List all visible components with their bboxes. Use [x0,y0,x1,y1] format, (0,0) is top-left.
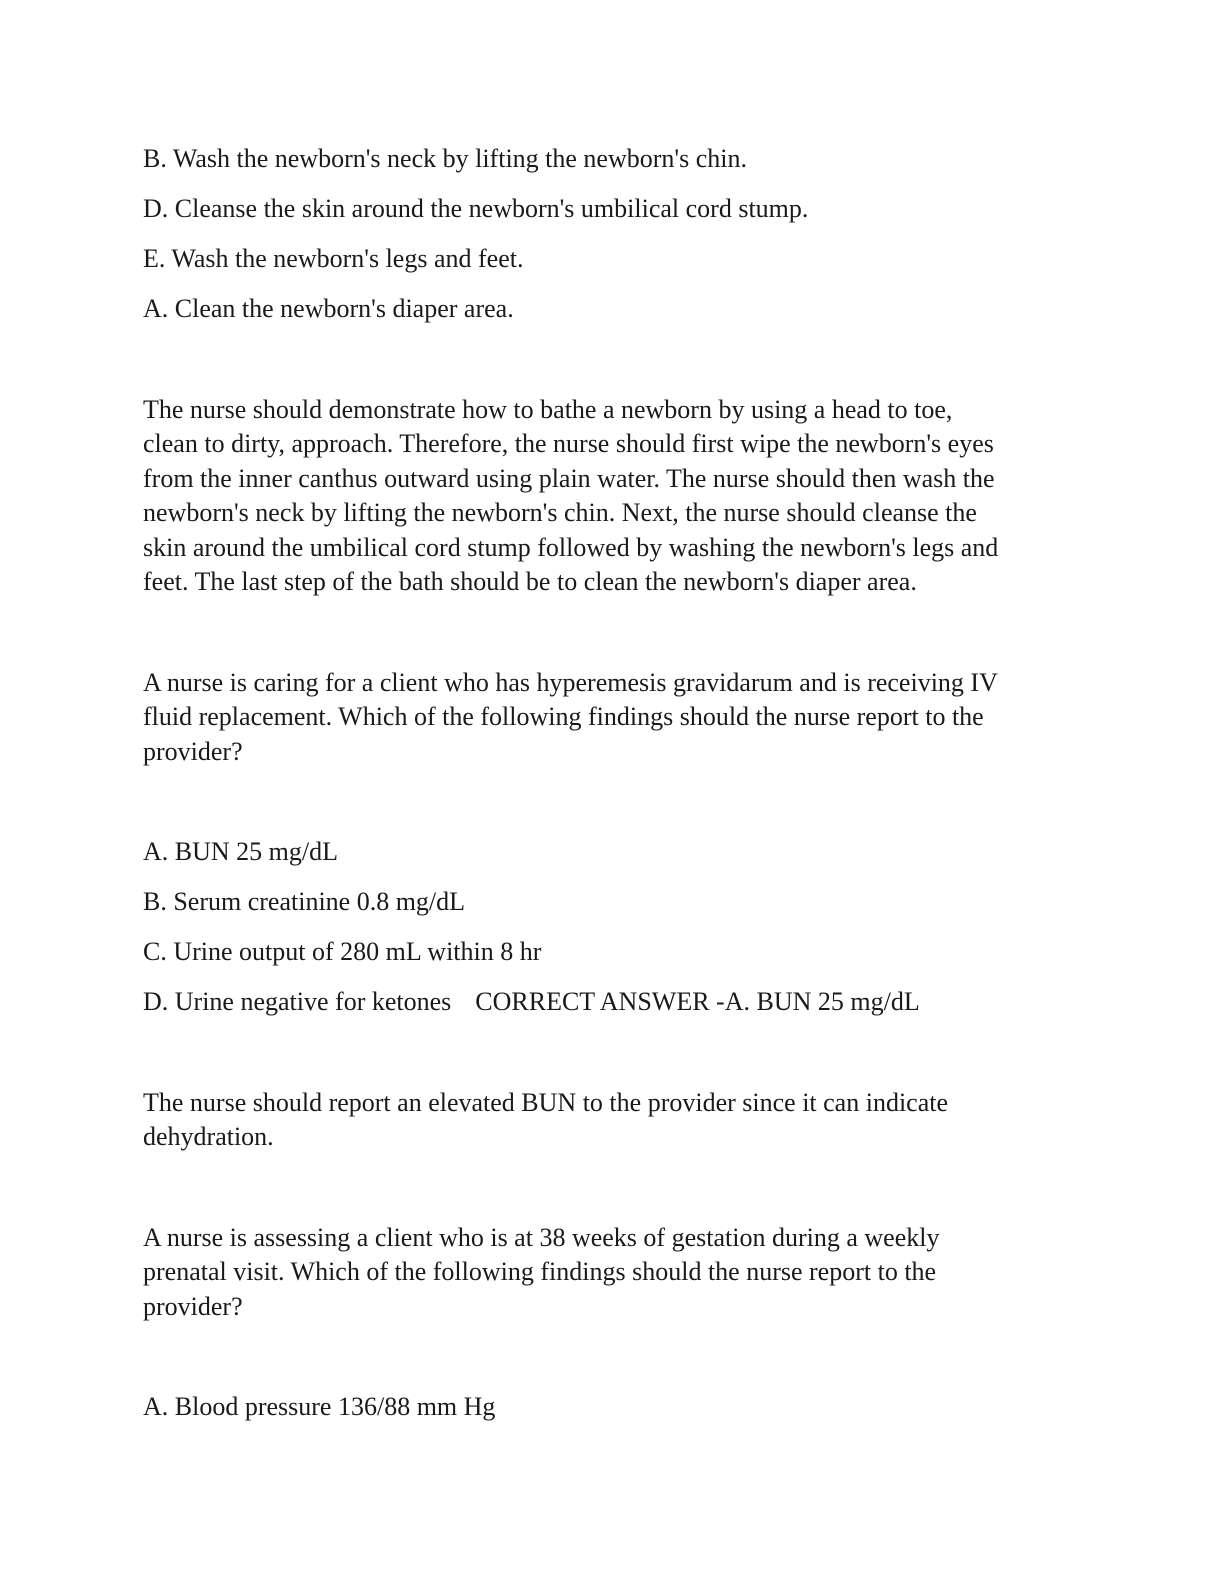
bath-rationale-line: feet. The last step of the bath should be to clean the newborn's diaper area. [143,567,917,596]
question-3-stem-line: A nurse is assessing a client who is at 38 weeks of gestation during a weekly [143,1223,940,1252]
question-3-stem-line: provider? [143,1292,243,1321]
question-3-stem-line: prenatal visit. Which of the following findings should the nurse report to the [143,1257,937,1286]
bath-step-b: B. Wash the newborn's neck by lifting the newborn's chin. [143,144,747,173]
question-2-option-c: C. Urine output of 280 mL within 8 hr [143,937,542,966]
question-2-option-b: B. Serum creatinine 0.8 mg/dL [143,887,466,916]
question-2-option-a: A. BUN 25 mg/dL [143,837,338,866]
bath-rationale-line: skin around the umbilical cord stump followed by washing the newborn's legs and [143,533,999,562]
question-2-stem-line: fluid replacement. Which of the following findings should the nurse report to the [143,702,984,731]
bath-rationale-line: clean to dirty, approach. Therefore, the nurse should first wipe the newborn's eyes [143,429,994,458]
question-2-correct-answer: CORRECT ANSWER -A. BUN 25 mg/dL [475,987,920,1016]
question-2-rationale-line: dehydration. [143,1122,274,1151]
question-3-option-a: A. Blood pressure 136/88 mm Hg [143,1392,496,1421]
question-2-stem-line: A nurse is caring for a client who has hyperemesis gravidarum and is receiving IV [143,668,998,697]
bath-step-d: D. Cleanse the skin around the newborn's umbilical cord stump. [143,194,809,223]
question-2-option-d-line [143,985,920,1020]
bath-rationale-line: newborn's neck by lifting the newborn's chin. Next, the nurse should cleanse the [143,498,977,527]
bath-rationale-line: from the inner canthus outward using plain water. The nurse should then wash the [143,464,995,493]
question-2-rationale-line: The nurse should report an elevated BUN to the provider since it can indicate [143,1088,949,1117]
bath-step-a: A. Clean the newborn's diaper area. [143,294,514,323]
question-2-stem-line: provider? [143,737,243,766]
question-2-option-d: D. Urine negative for ketones [143,987,452,1016]
bath-rationale-line: The nurse should demonstrate how to bathe a newborn by using a head to toe, [143,395,953,424]
bath-step-e: E. Wash the newborn's legs and feet. [143,244,524,273]
